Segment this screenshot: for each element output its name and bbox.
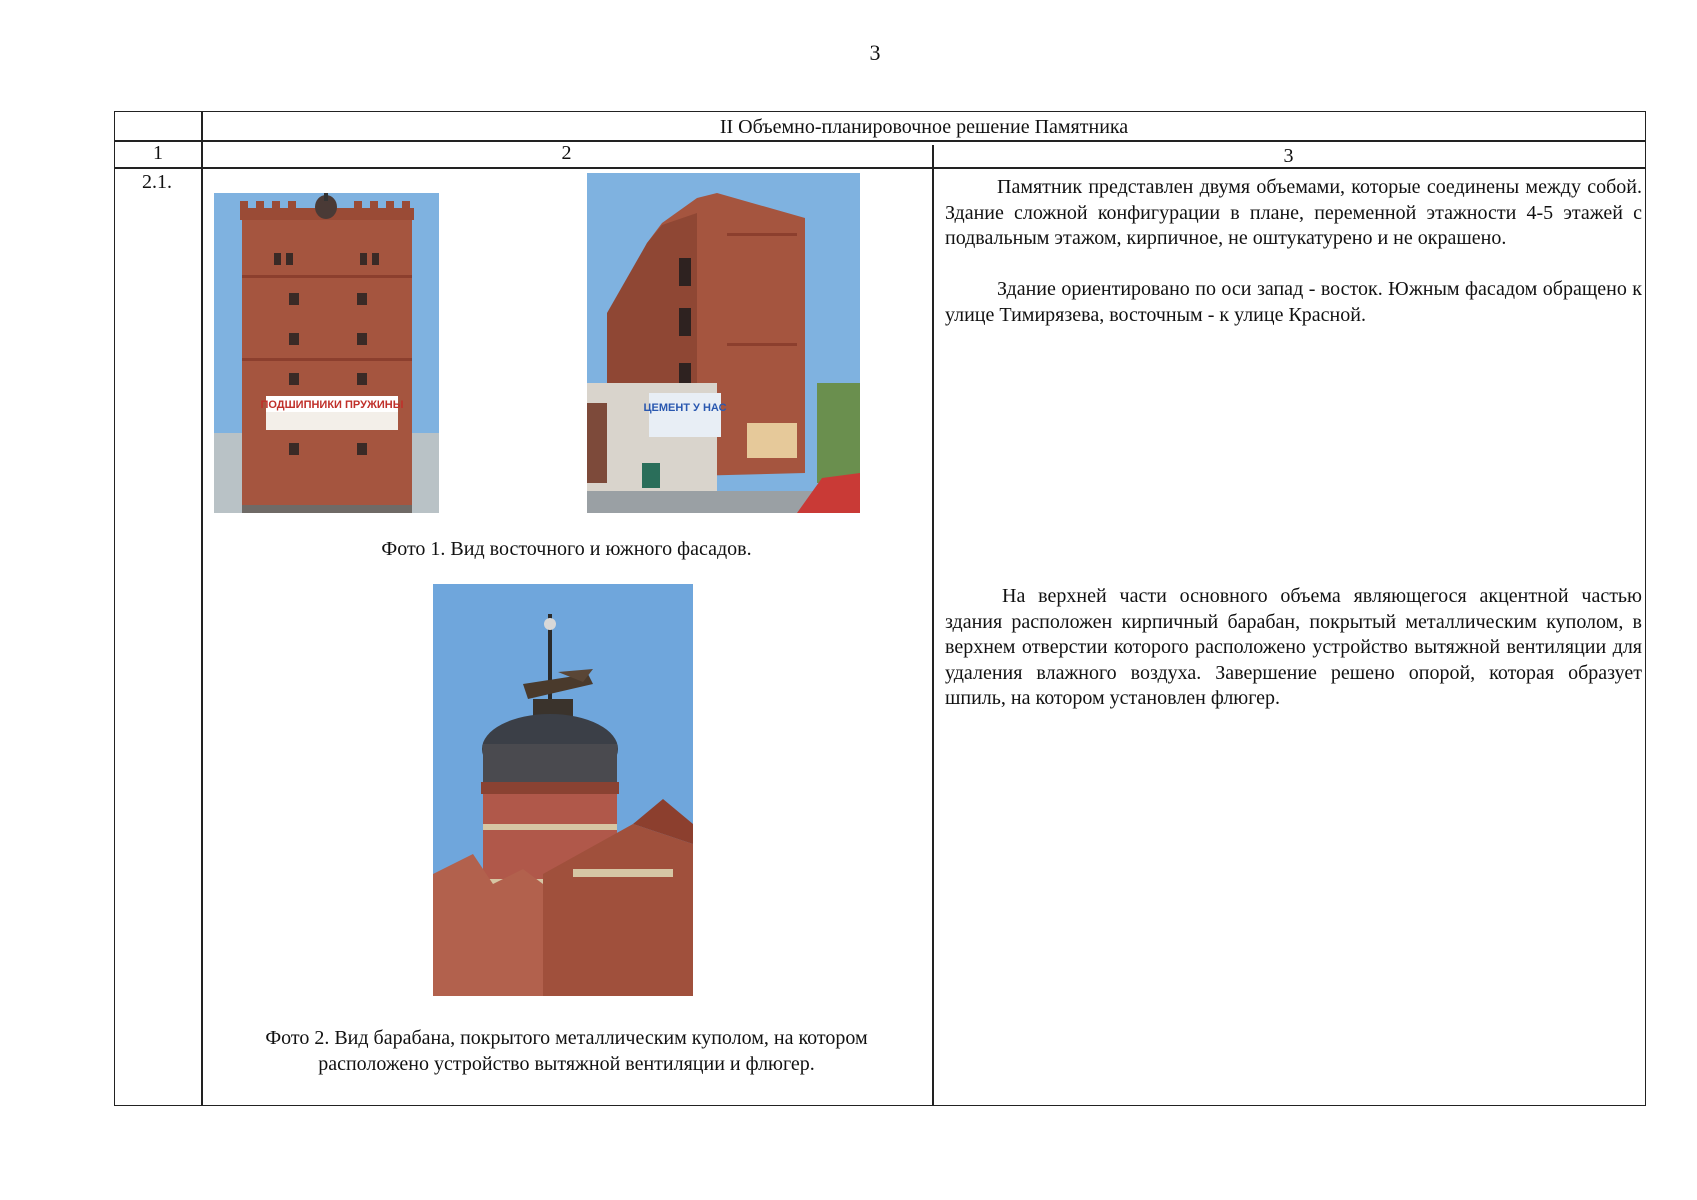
document-table [114,111,1646,1106]
photo-sign-text: ПОДШИПНИКИ ПРУЖИНЫ [260,399,404,411]
photo-2-caption [201,1025,932,1077]
photo-sign-text-2: ЦЕМЕНТ У НАС [643,402,727,414]
column-number-2: 2 [561,142,572,164]
photo-east-facade [214,193,439,513]
page-number: 3 [869,40,881,65]
column-divider-1 [201,112,203,1105]
photo-2-caption-line-1: Фото 2. Вид барабана, покрытого металлическим куполом, на котором [265,1027,868,1049]
row-number: 2.1. [142,171,172,193]
paragraph-1: Памятник представлен двумя объемами, которые соединены между собой. Здание сложной конфигурации в плане, переменной этажности 4-5 этажей с подвальным этажом, кирпичное, не оштукатурено и не окрашено. [945,176,1642,249]
paragraph-2: Здание ориентировано по оси запад - восток. Южным фасадом обращено к улице Тимирязева, восточным - к улице Красной. [945,278,1642,326]
column-number-3: 3 [1283,145,1294,167]
photo-1-caption: Фото 1. Вид восточного и южного фасадов. [381,538,752,560]
column-divider-2 [932,145,934,1105]
section-title: II Объемно-планировочное решение Памятника [719,116,1129,138]
photo-south-facade [587,173,860,513]
paragraph-3: На верхней части основного объема являющегося акцентной частью здания расположен кирпичный барабан, покрытый металлическим куполом, в верхнем отверстии которого расположено устройство вытяжной вентиляции для удаления влажного воздуха. Завершение решено опорой, которая образует шпиль, на котором установлен флюгер. [945,585,1642,709]
photo-drum-dome [433,584,693,996]
photo-2-caption-line-2: расположено устройство вытяжной вентиляции и флюгер. [318,1053,815,1075]
column-number-1: 1 [153,142,163,164]
